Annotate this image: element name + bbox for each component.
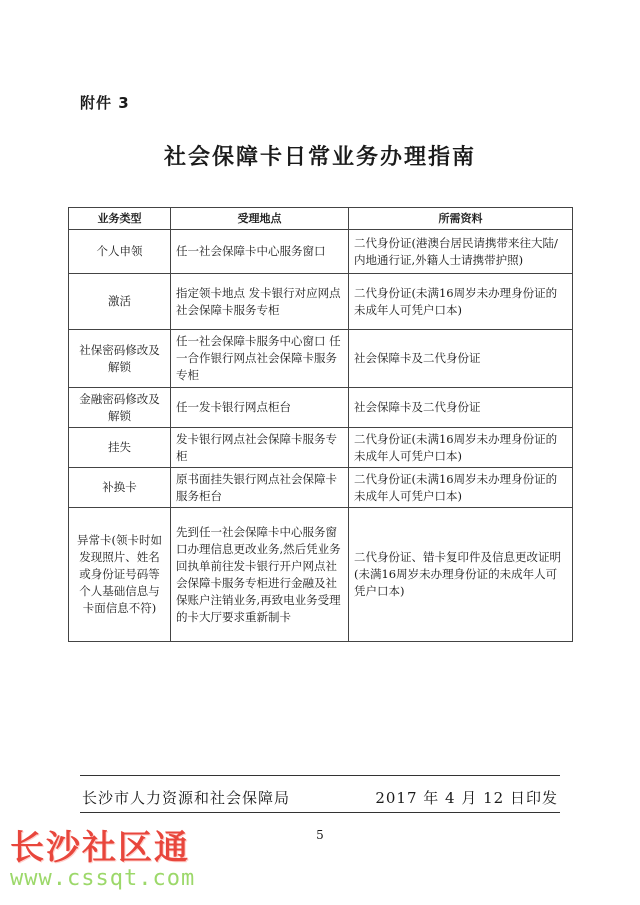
table-row xyxy=(69,230,573,274)
table-row xyxy=(69,468,573,508)
materials-cell: 二代身份证(港澳台居民请携带来往大陆/内地通行证,外籍人士请携带护照) xyxy=(349,230,573,274)
materials-cell: 二代身份证(未满16周岁未办理身份证的未成年人可凭户口本) xyxy=(349,468,573,508)
guide-table xyxy=(68,207,573,642)
location-cell: 任一社会保障卡服务中心窗口 任一合作银行网点社会保障卡服务专柜 xyxy=(171,330,349,388)
business-type-cell: 补换卡 xyxy=(69,468,171,508)
table-row xyxy=(69,508,573,642)
business-type-cell: 个人申领 xyxy=(69,230,171,274)
column-header: 业务类型 xyxy=(69,208,171,230)
table-row xyxy=(69,428,573,468)
watermark-url: www.cssqt.com xyxy=(10,866,196,891)
table-row xyxy=(69,388,573,428)
page-title: 社会保障卡日常业务办理指南 xyxy=(163,144,476,170)
business-type-cell: 挂失 xyxy=(69,428,171,468)
page-number: 5 xyxy=(316,828,324,842)
table-header-row xyxy=(69,208,573,230)
materials-cell: 社会保障卡及二代身份证 xyxy=(349,330,573,388)
business-type-cell: 金融密码修改及解锁 xyxy=(69,388,171,428)
location-cell: 指定领卡地点 发卡银行对应网点社会保障卡服务专柜 xyxy=(171,274,349,330)
watermark-name: 长沙社区通 xyxy=(10,828,190,868)
footer-bottom-divider xyxy=(80,812,560,813)
attachment-label: 附件 3 xyxy=(80,94,130,112)
business-type-cell: 异常卡(领卡时如发现照片、姓名或身份证号码等个人基础信息与卡面信息不符) xyxy=(69,508,171,642)
column-header: 受理地点 xyxy=(171,208,349,230)
materials-cell: 二代身份证、错卡复印件及信息更改证明(未满16周岁未办理身份证的未成年人可凭户口本) xyxy=(349,508,573,642)
location-cell: 原书面挂失银行网点社会保障卡服务柜台 xyxy=(171,468,349,508)
location-cell: 任一发卡银行网点柜台 xyxy=(171,388,349,428)
location-cell: 发卡银行网点社会保障卡服务专柜 xyxy=(171,428,349,468)
issue-date: 2017 年 4 月 12 日印发 xyxy=(375,789,558,807)
table-row xyxy=(69,274,573,330)
column-header: 所需资料 xyxy=(349,208,573,230)
materials-cell: 二代身份证(未满16周岁未办理身份证的未成年人可凭户口本) xyxy=(349,274,573,330)
materials-cell: 二代身份证(未满16周岁未办理身份证的未成年人可凭户口本) xyxy=(349,428,573,468)
business-type-cell: 激活 xyxy=(69,274,171,330)
location-cell: 任一社会保障卡中心服务窗口 xyxy=(171,230,349,274)
table-row xyxy=(69,330,573,388)
materials-cell: 社会保障卡及二代身份证 xyxy=(349,388,573,428)
site-watermark xyxy=(10,830,195,892)
business-type-cell: 社保密码修改及解锁 xyxy=(69,330,171,388)
issuing-organization: 长沙市人力资源和社会保障局 xyxy=(82,789,291,807)
location-cell: 先到任一社会保障卡中心服务窗口办理信息更改业务,然后凭业务回执单前往发卡银行开户网点社会保障卡服务专柜进行金融及社保账户注销业务,再致电业务受理的卡大厅要求重新制卡 xyxy=(171,508,349,642)
footer-top-divider xyxy=(80,775,560,776)
